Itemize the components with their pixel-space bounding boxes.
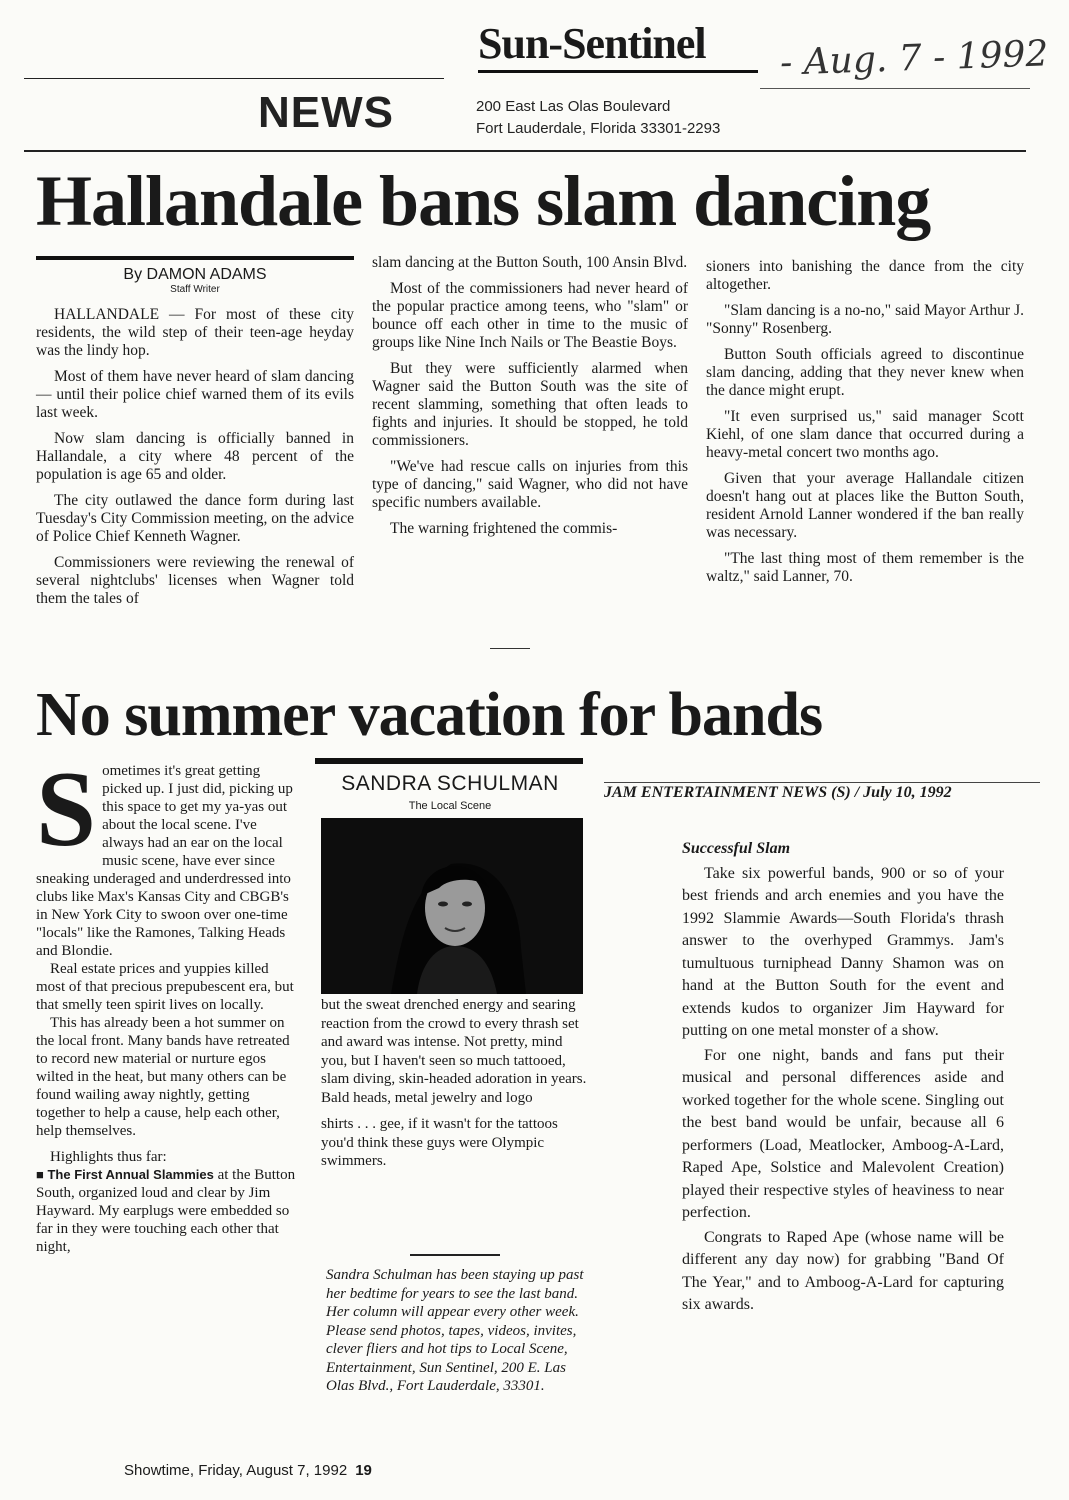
clipping-source: JAM ENTERTAINMENT NEWS (S) / July 10, 1992 [604,784,952,801]
column-top-rule [36,256,354,260]
paragraph: Congrats to Raped Ape (whose name will be different any day now) for grabbing "Band Of The Year," and to Amboog-A-Lard for capturing six awards. [682,1228,1004,1313]
drop-cap: S [36,750,97,869]
bullet-text: at the Button South, organized loud and clear by Jim Hayward. My earplugs were embedded so far in they were touching each other that night, [36,1167,296,1255]
page-number: 19 [355,1462,372,1479]
column-name: The Local Scene [408,800,492,812]
paragraph: This has already been a hot summer on the local front. Many bands have retreated to record new material or nurture egos wilted in the heat, but many others can be found wailing away nightly, getting together to help a cause, help each other, help themselves. [36,1015,290,1139]
article-column-2 [372,254,688,546]
jam-rule [604,782,1040,783]
bullet-item [36,1166,296,1256]
address-line-2: Fort Lauderdale, Florida 33301-2293 [476,120,721,137]
columnist-photo [321,818,583,994]
address-block [476,96,720,140]
paragraph: Most of the commissioners had never heard of the popular practice among teens, who "slam" or bounce off each other in time to the music of groups like Nine Inch Nails or The Beastie Boys. [372,280,688,351]
section-rule [24,78,444,79]
article-headline: Hallandale bans slam dancing [36,161,931,241]
section-label: NEWS [258,88,394,137]
date-underline [760,88,1030,89]
paragraph: shirts . . . gee, if it wasn't for the tattoos you'd think these guys were Olympic swimmers. [321,1116,558,1169]
paragraph: Now slam dancing is officially banned in Hallandale, a city where 48 percent of the population is age 65 and older. [36,430,354,483]
intro-text: ometimes it's great getting picked up. I just did, picking up this space to get my ya-yas out about the local scene. I've always had an ear on the local music scene, have ever since sneaking underaged and underdressed into clubs like Max's Kansas City and CBGB's in New York City to swoon over one-time "locals" like the Ramones, Talking Heads and Blondie. [36,763,293,959]
bio-rule [410,1254,500,1256]
paragraph: "The last thing most of them remember is the waltz," said Lanner, 70. [706,550,1024,585]
columnist-rule [315,758,583,764]
article-end-mark [490,648,530,649]
column-text-1 [36,750,296,1256]
article-column-1 [36,306,354,616]
newspaper-title: Sun-Sentinel [478,19,706,68]
masthead-underline [478,70,758,73]
paragraph: Button South officials agreed to discontinue slam dancing, adding that they never knew when the dance might erupt. [706,346,1024,399]
portrait-image [321,818,583,994]
footer-text: Showtime, Friday, August 7, 1992 [124,1462,348,1479]
paragraph: "We've had rescue calls on injuries from this type of dancing," said Wagner, who did not have specific numbers available. [372,458,688,511]
jam-subhead: Successful Slam [682,840,791,857]
highlights-label: Highlights thus far: [50,1149,167,1165]
paragraph: But they were sufficiently alarmed when Wagner said the Button South was the site of recent slamming, something that often leads to fights and injuries. It should be stopped, he told commissioners. [372,360,688,449]
intro-paragraph [36,750,296,960]
handwritten-date: - Aug. 7 - 1992 [779,33,1049,84]
paragraph: HALLANDALE — For most of these city residents, the wild step of their teen-age heyday was the lindy hop. [36,306,354,359]
columnist-name: SANDRA SCHULMAN [341,772,559,795]
paragraph: Given that your average Hallandale citizen doesn't hang out at places like the Button South, resident Arnold Lanner wondered if the ban really was necessary. [706,470,1024,541]
jam-article [682,838,1004,1319]
paragraph: Commissioners were reviewing the renewal of several nightclubs' licenses when Wagner told them the tales of [36,554,354,607]
byline: By DAMON ADAMS [123,266,267,283]
columnist-bio: Sandra Schulman has been staying up past her bedtime for years to see the last band. Her column will appear every other week. Please send photos, tapes, videos, invites, clever fliers and hot tips to Local Scene, Entertainment, Sun Sentinel, 200 E. Las Olas Blvd., Fort Lauderdale, 33301. [326,1267,584,1394]
paragraph: Real estate prices and yuppies killed most of that precious prepubescent era, but that smelly teen spirit lives on locally. [36,961,294,1013]
article-headline: No summer vacation for bands [36,681,823,749]
byline-role: Staff Writer [170,284,220,295]
byline-block [36,266,354,295]
paragraph: The city outlawed the dance form during last Tuesday's City Commission meeting, on the advice of Police Chief Kenneth Wagner. [36,492,354,545]
paragraph: Take six powerful bands, 900 or so of your best friends and arch enemies and you have the 1992 Slammie Awards—South Florida's thrash answer to the overhyped Grammys. Jam's tumultuous turniphead Danny Shamon was on hand at the Button South for the event and extends kudos to organizer Jim Hayward for putting on one metal monster of a show. [682,864,1004,1039]
address-line-1: 200 East Las Olas Boulevard [476,98,671,115]
paragraph: The warning frightened the commis- [390,520,618,537]
paragraph: but the sweat drenched energy and searing reaction from the crowd to every thrash set and award was intense. Not pretty, mind you, but I haven't seen so much tattooed, slam diving, skin-headed adoration in years. Bald heads, metal jewelry and logo [321,997,587,1106]
paragraph: "It even surprised us," said manager Scott Kiehl, of one slam dance that occurred during a heavy-metal concert two months ago. [706,408,1024,461]
column-text-2 [321,996,589,1179]
article-column-3 [706,258,1024,594]
bullet-bold: ■ The First Annual Slammies [36,1167,214,1182]
paragraph: slam dancing at the Button South, 100 Ansin Blvd. [372,254,688,271]
page-footer [124,1462,372,1479]
paragraph: "Slam dancing is a no-no," said Mayor Arthur J. "Sonny" Rosenberg. [706,302,1024,337]
paragraph: For one night, bands and fans put their musical and personal differences aside and worked together for the whole scene. Singling out the best band would be unfair, because all 6 performers (Load, Meatlocker, Amboog-A-Lard, Raped Ape, Solstice and Malevolent Creation) played their respective styles of heaviness to near perfection. [682,1046,1004,1221]
header-divider [24,150,1026,152]
paragraph: sioners into banishing the dance from the city altogether. [706,258,1024,293]
paragraph: Most of them have never heard of slam dancing — until their police chief warned them of its evils last week. [36,368,354,421]
